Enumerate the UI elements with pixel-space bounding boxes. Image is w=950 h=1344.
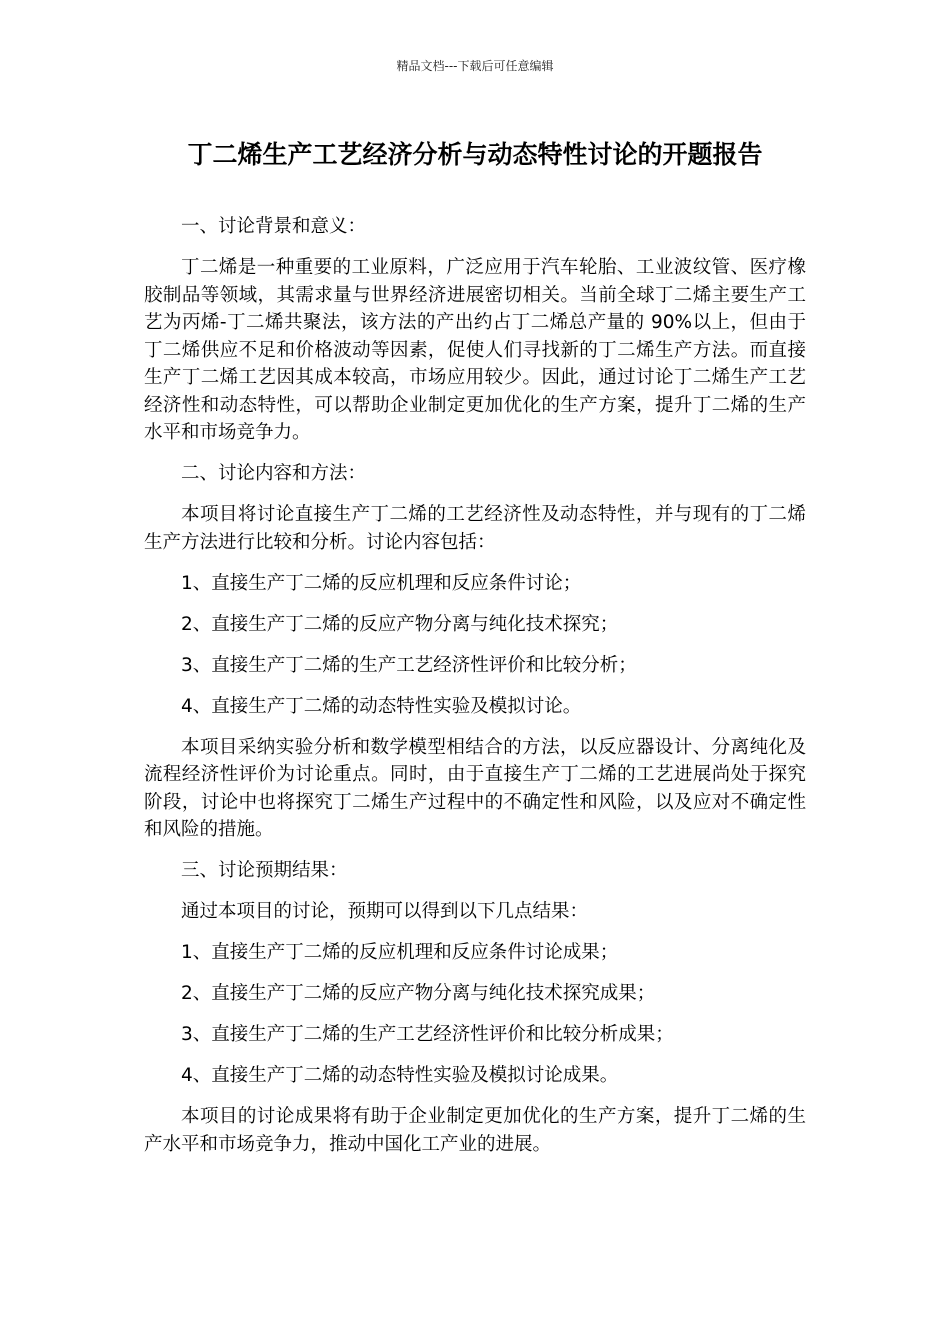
section-3-heading: 三、讨论预期结果：	[181, 860, 348, 881]
section-2-list-item: 4、直接生产丁二烯的动态特性实验及模拟讨论。	[181, 695, 582, 717]
document-title: 丁二烯生产工艺经济分析与动态特性讨论的开题报告	[187, 140, 763, 169]
section-3-list-item: 3、直接生产丁二烯的生产工艺经济性评价和比较分析成果；	[181, 1024, 674, 1045]
section-2-paragraph-intro: 本项目将讨论直接生产丁二烯的工艺经济性及动态特性，并与现有的丁二烯生产方法进行比较和分析。讨论内容包括：	[144, 504, 806, 553]
section-3-paragraph-intro: 通过本项目的讨论，预期可以得到以下几点结果：	[181, 901, 589, 922]
section-1-paragraph: 丁二烯是一种重要的工业原料，广泛应用于汽车轮胎、工业波纹管、医疗橡胶制品等领域，其需求量与世界经济进展密切相关。当前全球丁二烯主要生产工艺为丙烯-丁二烯共聚法，该方法的产出约占丁二烯总产量的 90%以上，但由于丁二烯供应不足和价格波动等因素，促使人们寻找新的丁二烯生产方法。而直接生产丁二烯工艺因其成本较高，市场应用较少。因此，通过讨论丁二烯生产工艺经济性和动态特性，可以帮助企业制定更加优化的生产方案，提升丁二烯的生产水平和市场竞争力。	[144, 257, 806, 443]
section-3-list-item: 4、直接生产丁二烯的动态特性实验及模拟讨论成果。	[181, 1065, 619, 1086]
section-3-paragraph-conclusion: 本项目的讨论成果将有助于企业制定更加优化的生产方案，提升丁二烯的生产水平和市场竞争力，推动中国化工产业的进展。	[144, 1106, 806, 1155]
section-2-paragraph-method: 本项目采纳实验分析和数学模型相结合的方法，以反应器设计、分离纯化及流程经济性评价为讨论重点。同时，由于直接生产丁二烯的工艺进展尚处于探究阶段，讨论中也将探究丁二烯生产过程中的不确定性和风险，以及应对不确定性和风险的措施。	[144, 736, 806, 840]
section-3-list-item: 1、直接生产丁二烯的反应机理和反应条件讨论成果；	[181, 942, 619, 963]
section-2-heading: 二、讨论内容和方法：	[181, 463, 367, 484]
section-1-heading: 一、讨论背景和意义：	[181, 216, 367, 237]
document-body	[144, 213, 806, 1172]
section-2-list-item: 2、直接生产丁二烯的反应产物分离与纯化技术探究；	[181, 613, 619, 635]
section-3-list-item: 2、直接生产丁二烯的反应产物分离与纯化技术探究成果；	[181, 983, 656, 1004]
section-2-list-item: 3、直接生产丁二烯的生产工艺经济性评价和比较分析；	[181, 654, 637, 676]
section-2-list-item: 1、直接生产丁二烯的反应机理和反应条件讨论；	[181, 572, 582, 594]
header-note: 精品文档---下载后可任意编辑	[396, 59, 554, 73]
